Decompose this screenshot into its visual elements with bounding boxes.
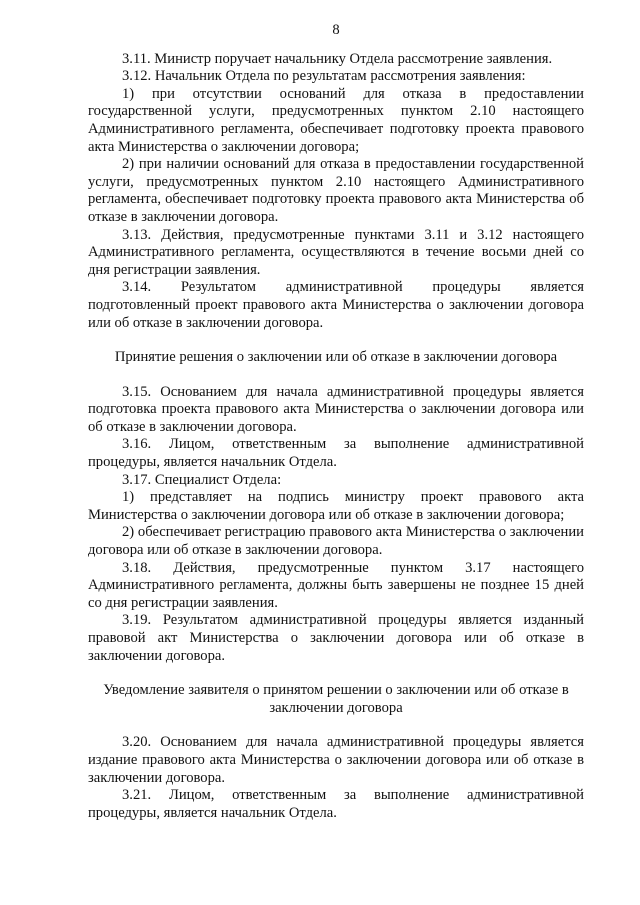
paragraph-3-21: 3.21. Лицом, ответственным за выполнение административной процедуры, является начальник Отдела.: [88, 787, 584, 821]
spacer: [88, 367, 584, 384]
section-heading-decision: Принятие решения о заключении или об отказе в заключении договора: [114, 349, 558, 366]
paragraph-3-12-item-1: 1) при отсутствии оснований для отказа в предоставлении государственной услуги, предусмотренных пунктом 2.10 настоящего Административного регламента, обеспечивает подготовку проекта правового акта Министерства о заключении договора;: [88, 85, 584, 155]
paragraph-3-20: 3.20. Основанием для начала административной процедуры является издание правового акта Министерства о заключении договора или об отказе в заключении договора.: [88, 734, 584, 786]
page-number: 8: [332, 22, 340, 38]
section-procedure-review: [88, 51, 584, 333]
paragraph-3-12-item-2: 2) при наличии оснований для отказа в предоставлении государственной услуги, предусмотренных пунктом 2.10 настоящего Административного регламента, обеспечивает подготовку проекта правового акта Министерства об отказе в заключении договора.: [88, 156, 584, 225]
spacer: [88, 332, 584, 349]
paragraph-3-19: 3.19. Результатом административной процедуры является изданный правовой акт Министерства о заключении договора или об отказе в заключении договора.: [88, 612, 584, 664]
paragraph-3-14: 3.14. Результатом административной процедуры является подготовленный проект правового акта Министерства о заключении договора или об отказе в заключении договора.: [88, 279, 584, 331]
section-decision: [88, 384, 584, 666]
paragraph-3-12: 3.12. Начальник Отдела по результатам рассмотрения заявления:: [122, 68, 526, 85]
paragraph-3-17: 3.17. Специалист Отдела:: [122, 471, 282, 488]
paragraph-3-17-item-1: 1) представляет на подпись министру проект правового акта Министерства о заключении договора или об отказе в заключении договора;: [88, 489, 584, 523]
paragraph-3-11: 3.11. Министр поручает начальнику Отдела рассмотрение заявления.: [122, 50, 553, 67]
paragraph-3-15: 3.15. Основанием для начала административной процедуры является подготовка проекта правового акта Министерства о заключении договора или об отказе в заключении договора.: [88, 383, 584, 435]
section-heading-notification: Уведомление заявителя о принятом решении о заключении или об отказе в заключении договора: [103, 682, 569, 716]
paragraph-3-13: 3.13. Действия, предусмотренные пунктами 3.11 и 3.12 настоящего Административного регламента, осуществляются в течение восьми дней со дня регистрации заявления.: [88, 226, 584, 278]
spacer: [88, 665, 584, 682]
section-notification: [88, 734, 584, 822]
paragraph-3-16: 3.16. Лицом, ответственным за выполнение административной процедуры, является начальник Отдела.: [88, 436, 584, 471]
paragraph-3-18: 3.18. Действия, предусмотренные пунктом 3.17 настоящего Административного регламента, должны быть завершены не позднее 15 дней со дня регистрации заявления.: [88, 559, 584, 611]
paragraph-3-17-item-2: 2) обеспечивает регистрацию правового акта Министерства о заключении договора или об отказе в заключении договора.: [88, 524, 584, 559]
spacer: [88, 717, 584, 734]
